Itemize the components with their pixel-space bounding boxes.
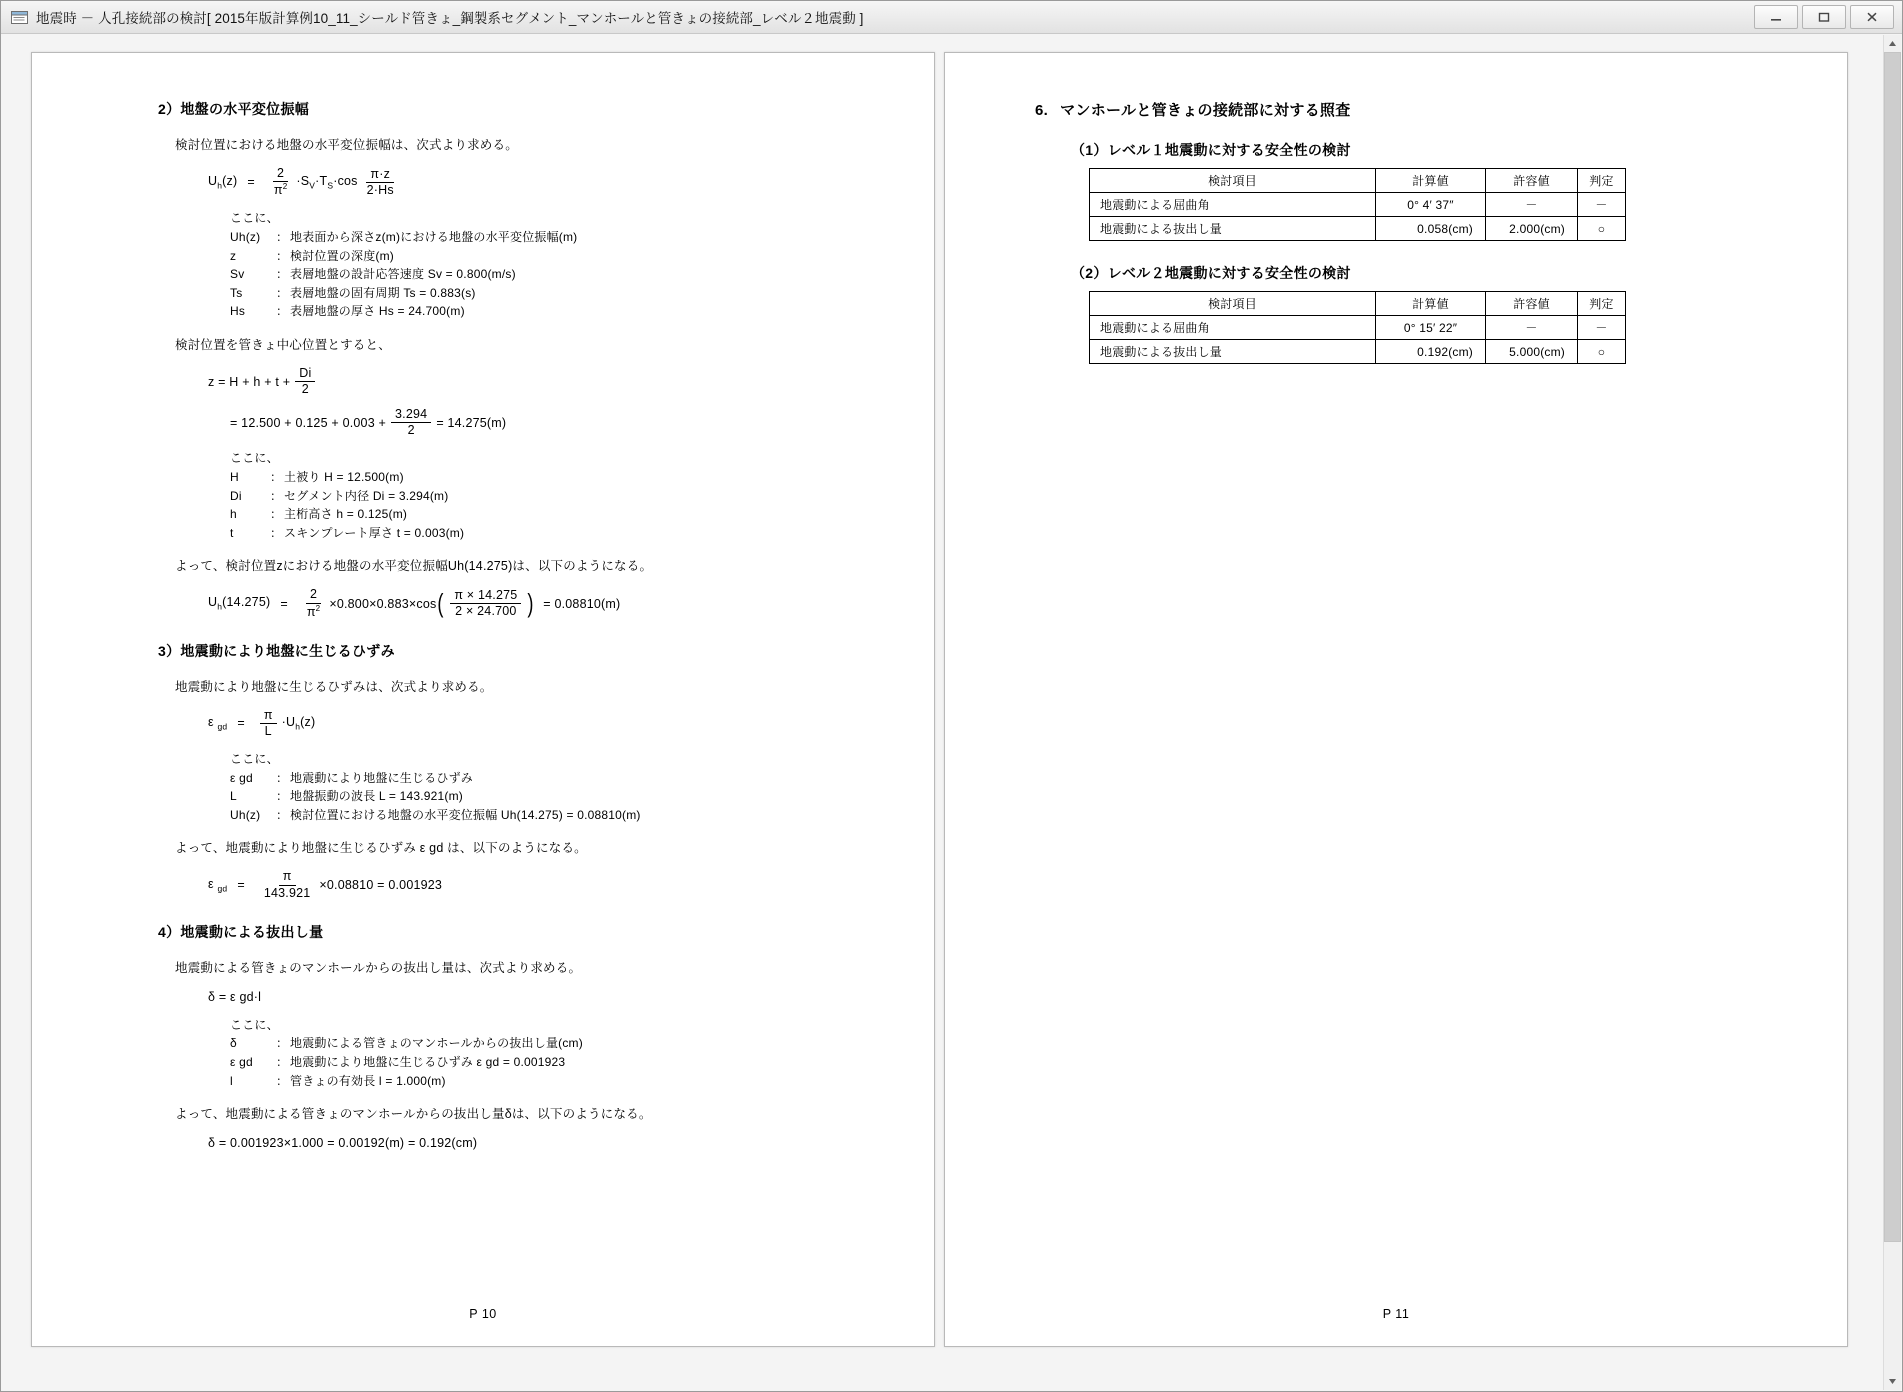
formula-z-value-post: = 14.275(m)	[436, 415, 507, 430]
formula-egd-frac	[260, 709, 277, 738]
formula-egd-lhs: ε $_{gd}$	[208, 715, 228, 732]
cell-judge: －	[1578, 316, 1626, 340]
table-header-row	[1090, 169, 1626, 193]
definition-row	[230, 468, 886, 487]
def-text: 地震動により地盤に生じるひずみ ε gd = 0.001923	[290, 1054, 566, 1069]
def-symbol: t	[230, 525, 234, 540]
header-allow: 許容値	[1486, 292, 1578, 316]
definition-row	[230, 505, 886, 524]
frac-den: 143.921	[263, 885, 311, 900]
cell-judge: －	[1578, 193, 1626, 217]
section-heading-4: 4）地震動による抜出し量	[158, 923, 324, 940]
formula-uh-frac1	[270, 167, 291, 197]
formula-z-value-pre: = 12.500 + 0.125 + 0.003 +	[230, 415, 387, 430]
subsection-heading-2: （2）レベル２地震動に対する安全性の検討	[1071, 265, 1351, 281]
defs-label: ここに、	[230, 211, 279, 226]
formula-z-lhs: z = H + h + t +	[208, 374, 291, 389]
formula-egd-result-post: ×0.08810 = 0.001923	[319, 878, 443, 893]
def-symbol: Hs	[230, 304, 246, 319]
section-title: マンホールと管きょの接続部に対する照査	[1060, 102, 1351, 119]
def-symbol: h	[230, 507, 237, 522]
def-text: 管きょの有効長 l = 1.000(m)	[290, 1073, 446, 1088]
def-text: 表層地盤の厚さ Hs = 24.700(m)	[290, 304, 465, 319]
def-symbol: L	[230, 789, 237, 804]
definition-row	[230, 769, 886, 788]
section2-intro: 検討位置における地盤の水平変位振幅は、次式より求める。	[175, 138, 518, 152]
header-allow: 許容値	[1486, 169, 1578, 193]
def-text: 土被り H = 12.500(m)	[284, 470, 404, 485]
cell-calc: 0.192(cm)	[1376, 340, 1486, 364]
document-window-icon	[11, 10, 28, 25]
def-symbol: Sv	[230, 267, 245, 282]
frac-den: 2	[301, 382, 309, 397]
close-button[interactable]	[1850, 5, 1894, 29]
frac-num: Di	[295, 367, 315, 382]
def-symbol: Di	[230, 488, 242, 503]
minimize-button[interactable]	[1754, 5, 1798, 29]
header-calc: 計算値	[1376, 292, 1486, 316]
definition-row	[230, 1034, 886, 1053]
section-heading-3: 3）地震動により地盤に生じるひずみ	[158, 642, 395, 659]
defs-label: ここに、	[230, 752, 279, 767]
section2-result-intro: よって、検討位置zにおける地盤の水平変位振幅Uh(14.275)は、以下のようになる。	[175, 559, 653, 574]
def-colon: ：	[276, 230, 289, 244]
def-text: スキンプレート厚さ t = 0.003(m)	[284, 525, 465, 540]
def-colon: ：	[276, 770, 289, 785]
formula-uh-result-frac2	[450, 589, 521, 618]
def-colon: ：	[276, 1036, 289, 1051]
def-colon: ：	[276, 248, 289, 263]
level1-check-table	[1089, 168, 1626, 241]
defs-label: ここに、	[230, 451, 279, 466]
cell-calc: 0.058(cm)	[1376, 217, 1486, 241]
formula-z-frac	[295, 367, 315, 396]
formula-egd-result	[80, 870, 886, 899]
table-row	[1090, 217, 1626, 241]
frac-num: 2	[273, 167, 288, 182]
definition-row	[230, 265, 886, 284]
formula-uh-lhs: $U_h(z)$	[208, 173, 238, 191]
def-symbol: Ts	[230, 285, 243, 300]
formula-delta: δ = ε gd·l	[208, 989, 262, 1004]
def-symbol: δ	[230, 1036, 237, 1051]
formula-z-value	[80, 408, 886, 437]
table-row	[1090, 316, 1626, 340]
formula-uh-result-post: = 0.08810(m)	[543, 596, 621, 611]
def-colon: ：	[270, 470, 283, 485]
def-text: 地震動による管きょのマンホールからの抜出し量(cm)	[290, 1036, 583, 1051]
maximize-button[interactable]	[1802, 5, 1846, 29]
subsection-heading-1: （1）レベル１地震動に対する安全性の検討	[1071, 142, 1351, 158]
formula-uh-result	[80, 588, 886, 618]
formula-uh-result-eq: =	[280, 596, 288, 611]
def-symbol: ε gd	[230, 1054, 253, 1069]
cell-allow: －	[1486, 193, 1578, 217]
def-text: 表層地盤の設計応答速度 Sv = 0.800(m/s)	[290, 267, 516, 282]
definition-row	[230, 1053, 886, 1072]
z-definitions	[80, 449, 886, 542]
defs-label: ここに、	[230, 1017, 279, 1032]
def-text: 地表面から深さz(m)における地盤の水平変位振幅(m)	[290, 230, 578, 244]
cell-item: 地震動による抜出し量	[1090, 340, 1376, 364]
definition-row	[230, 302, 886, 321]
cell-allow: 2.000(cm)	[1486, 217, 1578, 241]
header-judge: 判定	[1578, 292, 1626, 316]
header-item: 検討項目	[1090, 169, 1376, 193]
formula-egd-post: $\cdot U_h(z)$	[281, 715, 316, 732]
definition-row	[230, 247, 886, 266]
definition-row	[230, 787, 886, 806]
def-symbol: l	[230, 1073, 233, 1088]
formula-egd-result-frac	[260, 870, 315, 899]
level2-check-table	[1089, 291, 1626, 364]
def-colon: ：	[276, 1054, 289, 1069]
def-colon: ：	[276, 807, 289, 822]
cell-allow: 5.000(cm)	[1486, 340, 1578, 364]
def-colon: ：	[270, 488, 283, 503]
page-number-left: P 10	[469, 1307, 497, 1321]
formula-uh-eq: =	[247, 175, 255, 190]
section3-definitions	[80, 750, 886, 824]
frac-den: 2 × 24.700	[455, 604, 517, 619]
header-judge: 判定	[1578, 169, 1626, 193]
cell-judge: ○	[1578, 217, 1626, 241]
frac-den: L	[264, 723, 272, 738]
section-heading-6	[993, 99, 1799, 120]
definition-row	[230, 1072, 886, 1091]
scrollbar-thumb[interactable]	[1884, 52, 1901, 1242]
frac-num: π·z	[366, 168, 394, 183]
paren-close: )	[527, 588, 534, 619]
formula-egd-result-eq: =	[237, 878, 245, 893]
def-colon: ：	[270, 525, 283, 540]
def-symbol: z	[230, 248, 237, 263]
definition-row	[230, 524, 886, 543]
page-10	[31, 52, 935, 1347]
frac-num: π × 14.275	[450, 589, 521, 604]
frac-den: $\pi^2$	[273, 182, 288, 198]
def-colon: ：	[276, 1073, 289, 1088]
formula-z-value-frac	[391, 408, 431, 437]
formula-uh-mid: $\cdot S_V\cdot T_S\cdot\cos$	[296, 173, 358, 191]
document-viewer[interactable]	[1, 34, 1902, 1391]
cell-calc: 0° 15′ 22″	[1376, 316, 1486, 340]
section3-intro: 地震動により地盤に生じるひずみは、次式より求める。	[175, 679, 493, 694]
def-text: 検討位置における地盤の水平変位振幅 Uh(14.275) = 0.08810(m)	[290, 807, 641, 822]
cell-calc: 0° 4′ 37″	[1376, 193, 1486, 217]
formula-delta-result: δ = 0.001923×1.000 = 0.00192(m) = 0.192(cm)	[208, 1136, 478, 1151]
frac-den: $\pi^2$	[306, 603, 321, 619]
frac-den: 2·Hs	[366, 182, 394, 197]
table-row	[1090, 340, 1626, 364]
def-colon: ：	[276, 789, 289, 804]
scroll-up-button[interactable]	[1884, 35, 1901, 52]
table-header-row	[1090, 292, 1626, 316]
definition-row	[230, 487, 886, 506]
section4-result-intro: よって、地震動による管きょのマンホールからの抜出し量δは、以下のようになる。	[175, 1107, 652, 1122]
section4-definitions	[80, 1016, 886, 1090]
def-text: 地震動により地盤に生じるひずみ	[290, 770, 474, 785]
def-symbol: Uh(z)	[230, 807, 261, 822]
frac-num: π	[279, 870, 296, 885]
pages-container	[31, 52, 1848, 1391]
def-text: 検討位置の深度(m)	[290, 248, 394, 263]
title-bar	[1, 1, 1902, 34]
section3-result-intro: よって、地震動により地盤に生じるひずみ ε gd は、以下のようになる。	[175, 841, 587, 856]
frac-num: π	[260, 709, 277, 724]
frac-num: 3.294	[391, 408, 431, 423]
formula-egd	[80, 709, 886, 738]
def-text: 地盤振動の波長 L = 143.921(m)	[290, 789, 464, 804]
def-text: 表層地盤の固有周期 Ts = 0.883(s)	[290, 285, 476, 300]
formula-uh-result-mid: ×0.800×0.883×cos	[329, 596, 437, 611]
section2-definitions	[80, 209, 886, 321]
cell-judge: ○	[1578, 340, 1626, 364]
formula-uh-result-lhs: $U_h(14.275)$	[208, 595, 271, 612]
cell-item: 地震動による屈曲角	[1090, 193, 1376, 217]
cell-item: 地震動による抜出し量	[1090, 217, 1376, 241]
vertical-scrollbar[interactable]	[1883, 35, 1901, 1390]
window-title: 地震時 － 人孔接続部の検討[ 2015年版計算例10_11_シールド管きょ_鋼製系セグメント_マンホールと管きょの接続部_レベル２地震動 ]	[36, 11, 864, 26]
page-number-right: P 11	[1382, 1307, 1410, 1321]
definition-row	[230, 284, 886, 303]
def-symbol: ε gd	[230, 770, 253, 785]
definition-row	[230, 228, 886, 247]
scroll-down-button[interactable]	[1884, 1373, 1901, 1390]
header-calc: 計算値	[1376, 169, 1486, 193]
def-text: 主桁高さ h = 0.125(m)	[284, 507, 408, 522]
page-11	[944, 52, 1848, 1347]
formula-egd-eq: =	[237, 716, 245, 731]
formula-uh	[80, 167, 886, 197]
section-number: 6.	[1035, 102, 1049, 119]
paren-open: (	[437, 588, 444, 619]
def-colon: ：	[276, 304, 289, 319]
def-colon: ：	[276, 285, 289, 300]
def-text: セグメント内径 Di = 3.294(m)	[284, 488, 449, 503]
cell-allow: －	[1486, 316, 1578, 340]
formula-uh-result-frac1	[303, 588, 324, 618]
def-colon: ：	[276, 267, 289, 282]
definition-row	[230, 806, 886, 825]
window-controls	[1754, 5, 1900, 29]
def-symbol: H	[230, 470, 239, 485]
frac-den: 2	[407, 423, 415, 438]
cell-item: 地震動による屈曲角	[1090, 316, 1376, 340]
formula-uh-frac2	[363, 168, 398, 197]
def-symbol: Uh(z)	[230, 230, 261, 244]
table-row	[1090, 193, 1626, 217]
section-heading-2: 2）地盤の水平変位振幅	[158, 101, 310, 117]
section4-intro: 地震動による管きょのマンホールからの抜出し量は、次式より求める。	[175, 960, 582, 975]
def-colon: ：	[270, 507, 283, 522]
header-item: 検討項目	[1090, 292, 1376, 316]
formula-egd-result-lhs: ε $_{gd}$	[208, 876, 228, 894]
frac-num: 2	[306, 588, 321, 603]
formula-z	[80, 367, 886, 396]
z-intro: 検討位置を管きょ中心位置とすると、	[175, 337, 391, 352]
